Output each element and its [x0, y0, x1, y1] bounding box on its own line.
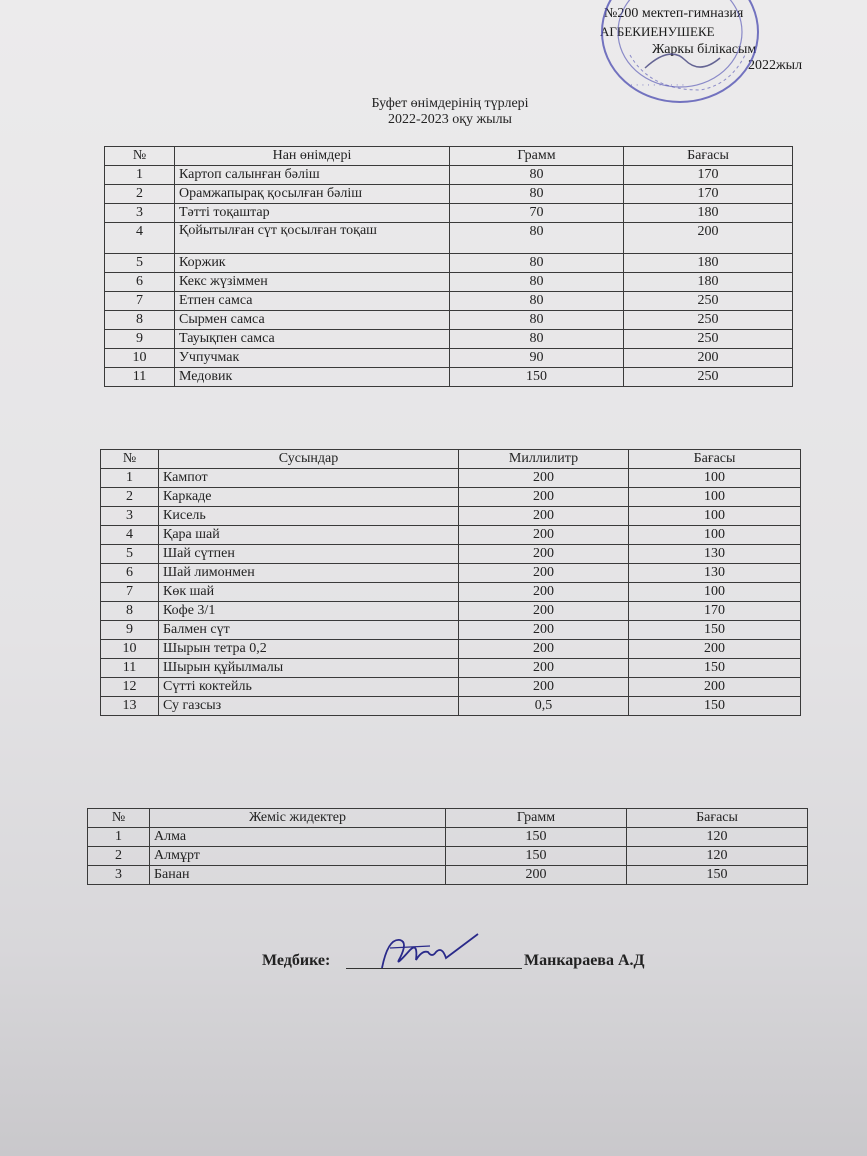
drink-price: 150: [629, 697, 801, 716]
col-header-number: №: [105, 147, 175, 166]
bread-products-table: [104, 146, 793, 387]
col-header-name: Сусындар: [159, 450, 459, 469]
drink-volume: 200: [459, 507, 629, 526]
product-gram: 80: [450, 273, 624, 292]
drink-name: Су газсыз: [159, 697, 459, 716]
page-title: Буфет өнімдерінің түрлері: [371, 96, 529, 111]
drink-price: 100: [629, 469, 801, 488]
product-price: 180: [624, 273, 793, 292]
row-number: 3: [105, 204, 175, 223]
product-name: Етпен самса: [175, 292, 450, 311]
product-name: Қойытылған сүт қосылған тоқаш: [175, 223, 450, 254]
nurse-label: Медбике:: [262, 952, 331, 969]
drink-price: 200: [629, 640, 801, 659]
row-number: 12: [101, 678, 159, 697]
drink-name: Кампот: [159, 469, 459, 488]
table-header-row: [105, 147, 793, 166]
row-number: 10: [101, 640, 159, 659]
product-price: 250: [624, 292, 793, 311]
table-row: [101, 564, 801, 583]
col-header-ml: Миллилитр: [459, 450, 629, 469]
col-header-number: №: [88, 809, 150, 828]
approval-line-1: №200 мектеп-гимназия: [604, 6, 744, 21]
row-number: 10: [105, 349, 175, 368]
table-row: [101, 545, 801, 564]
table-row: [88, 866, 808, 885]
row-number: 2: [101, 488, 159, 507]
table-row: [105, 273, 793, 292]
fruit-gram: 150: [446, 828, 627, 847]
drink-name: Көк шай: [159, 583, 459, 602]
table-header-row: [88, 809, 808, 828]
row-number: 6: [105, 273, 175, 292]
row-number: 1: [101, 469, 159, 488]
drink-name: Шырын тетра 0,2: [159, 640, 459, 659]
product-name: Медовик: [175, 368, 450, 387]
col-header-gram: Грамм: [450, 147, 624, 166]
table-row: [88, 828, 808, 847]
drink-price: 100: [629, 507, 801, 526]
row-number: 5: [105, 254, 175, 273]
product-gram: 80: [450, 223, 624, 254]
row-number: 7: [101, 583, 159, 602]
drink-volume: 200: [459, 564, 629, 583]
row-number: 1: [88, 828, 150, 847]
table-header-row: [101, 450, 801, 469]
drink-name: Қара шай: [159, 526, 459, 545]
fruit-name: Алма: [150, 828, 446, 847]
table-row: [105, 292, 793, 311]
row-number: 6: [101, 564, 159, 583]
fruit-name: Алмұрт: [150, 847, 446, 866]
fruit-gram: 200: [446, 866, 627, 885]
drink-volume: 200: [459, 545, 629, 564]
approval-line-3: Жаркы білікасым: [652, 42, 757, 57]
row-number: 11: [101, 659, 159, 678]
drink-name: Сүтті коктейль: [159, 678, 459, 697]
drink-price: 150: [629, 621, 801, 640]
product-gram: 80: [450, 166, 624, 185]
product-price: 200: [624, 349, 793, 368]
row-number: 13: [101, 697, 159, 716]
row-number: 5: [101, 545, 159, 564]
row-number: 1: [105, 166, 175, 185]
table-row: [88, 847, 808, 866]
table-row: [105, 185, 793, 204]
table-row: [105, 349, 793, 368]
product-name: Тәтті тоқаштар: [175, 204, 450, 223]
table-row: [105, 166, 793, 185]
product-gram: 80: [450, 311, 624, 330]
col-header-number: №: [101, 450, 159, 469]
row-number: 4: [101, 526, 159, 545]
approval-line-4: 2022жыл: [748, 58, 803, 73]
drink-name: Шай лимонмен: [159, 564, 459, 583]
drink-volume: 200: [459, 526, 629, 545]
product-name: Коржик: [175, 254, 450, 273]
product-gram: 90: [450, 349, 624, 368]
drink-volume: 200: [459, 488, 629, 507]
drink-name: Шай сүтпен: [159, 545, 459, 564]
product-price: 250: [624, 330, 793, 349]
nurse-name: Манкараева А.Д: [524, 952, 645, 969]
row-number: 8: [101, 602, 159, 621]
drink-volume: 200: [459, 469, 629, 488]
table-row: [105, 330, 793, 349]
fruit-name: Банан: [150, 866, 446, 885]
handwritten-signature: [370, 928, 490, 978]
table-row: [101, 678, 801, 697]
fruit-price: 120: [627, 828, 808, 847]
table-row: [101, 659, 801, 678]
svg-text:· · · · · · · · · ·: · · · · · · · · · ·: [630, 81, 685, 91]
drink-price: 100: [629, 488, 801, 507]
drink-volume: 200: [459, 659, 629, 678]
col-header-price: Бағасы: [627, 809, 808, 828]
row-number: 2: [105, 185, 175, 204]
drink-volume: 200: [459, 583, 629, 602]
fruits-table: [87, 808, 808, 885]
product-price: 250: [624, 311, 793, 330]
product-name: Орамжапырақ қосылған бәліш: [175, 185, 450, 204]
product-gram: 150: [450, 368, 624, 387]
col-header-name: Нан өнімдері: [175, 147, 450, 166]
fruit-price: 120: [627, 847, 808, 866]
drink-price: 170: [629, 602, 801, 621]
table-row: [105, 204, 793, 223]
drink-name: Каркаде: [159, 488, 459, 507]
product-name: Сырмен самса: [175, 311, 450, 330]
row-number: 7: [105, 292, 175, 311]
drink-volume: 200: [459, 678, 629, 697]
table-row: [101, 488, 801, 507]
product-gram: 80: [450, 292, 624, 311]
approval-line-2: АГБЕКИЕНУШЕКЕ: [600, 24, 715, 39]
fruit-price: 150: [627, 866, 808, 885]
table-row: [101, 507, 801, 526]
row-number: 3: [101, 507, 159, 526]
drinks-table: [100, 449, 801, 716]
product-price: 170: [624, 166, 793, 185]
product-price: 200: [624, 223, 793, 254]
table-row: [101, 602, 801, 621]
drink-price: 200: [629, 678, 801, 697]
drink-volume: 200: [459, 602, 629, 621]
product-name: Картоп салынған бәліш: [175, 166, 450, 185]
table-row: [101, 469, 801, 488]
product-price: 250: [624, 368, 793, 387]
drink-volume: 200: [459, 621, 629, 640]
row-number: 9: [101, 621, 159, 640]
page-subtitle: 2022-2023 оқу жылы: [388, 112, 512, 127]
row-number: 9: [105, 330, 175, 349]
table-row: [105, 223, 793, 254]
table-row: [101, 697, 801, 716]
row-number: 3: [88, 866, 150, 885]
row-number: 4: [105, 223, 175, 254]
product-gram: 80: [450, 185, 624, 204]
drink-price: 150: [629, 659, 801, 678]
product-name: Кекс жүзіммен: [175, 273, 450, 292]
table-row: [105, 254, 793, 273]
drink-name: Кисель: [159, 507, 459, 526]
row-number: 11: [105, 368, 175, 387]
product-price: 170: [624, 185, 793, 204]
col-header-price: Бағасы: [629, 450, 801, 469]
product-price: 180: [624, 254, 793, 273]
product-price: 180: [624, 204, 793, 223]
drink-price: 100: [629, 526, 801, 545]
row-number: 2: [88, 847, 150, 866]
drink-price: 100: [629, 583, 801, 602]
row-number: 8: [105, 311, 175, 330]
col-header-name: Жеміс жидектер: [150, 809, 446, 828]
fruit-gram: 150: [446, 847, 627, 866]
table-row: [101, 621, 801, 640]
product-gram: 80: [450, 254, 624, 273]
product-gram: 70: [450, 204, 624, 223]
table-row: [105, 368, 793, 387]
table-row: [105, 311, 793, 330]
drink-name: Балмен сүт: [159, 621, 459, 640]
table-row: [101, 583, 801, 602]
table-row: [101, 526, 801, 545]
drink-name: Шырын құйылмалы: [159, 659, 459, 678]
table-row: [101, 640, 801, 659]
product-gram: 80: [450, 330, 624, 349]
drink-name: Кофе 3/1: [159, 602, 459, 621]
col-header-gram: Грамм: [446, 809, 627, 828]
drink-price: 130: [629, 545, 801, 564]
drink-price: 130: [629, 564, 801, 583]
drink-volume: 200: [459, 640, 629, 659]
product-name: Учпучмак: [175, 349, 450, 368]
product-name: Тауықпен самса: [175, 330, 450, 349]
drink-volume: 0,5: [459, 697, 629, 716]
col-header-price: Бағасы: [624, 147, 793, 166]
